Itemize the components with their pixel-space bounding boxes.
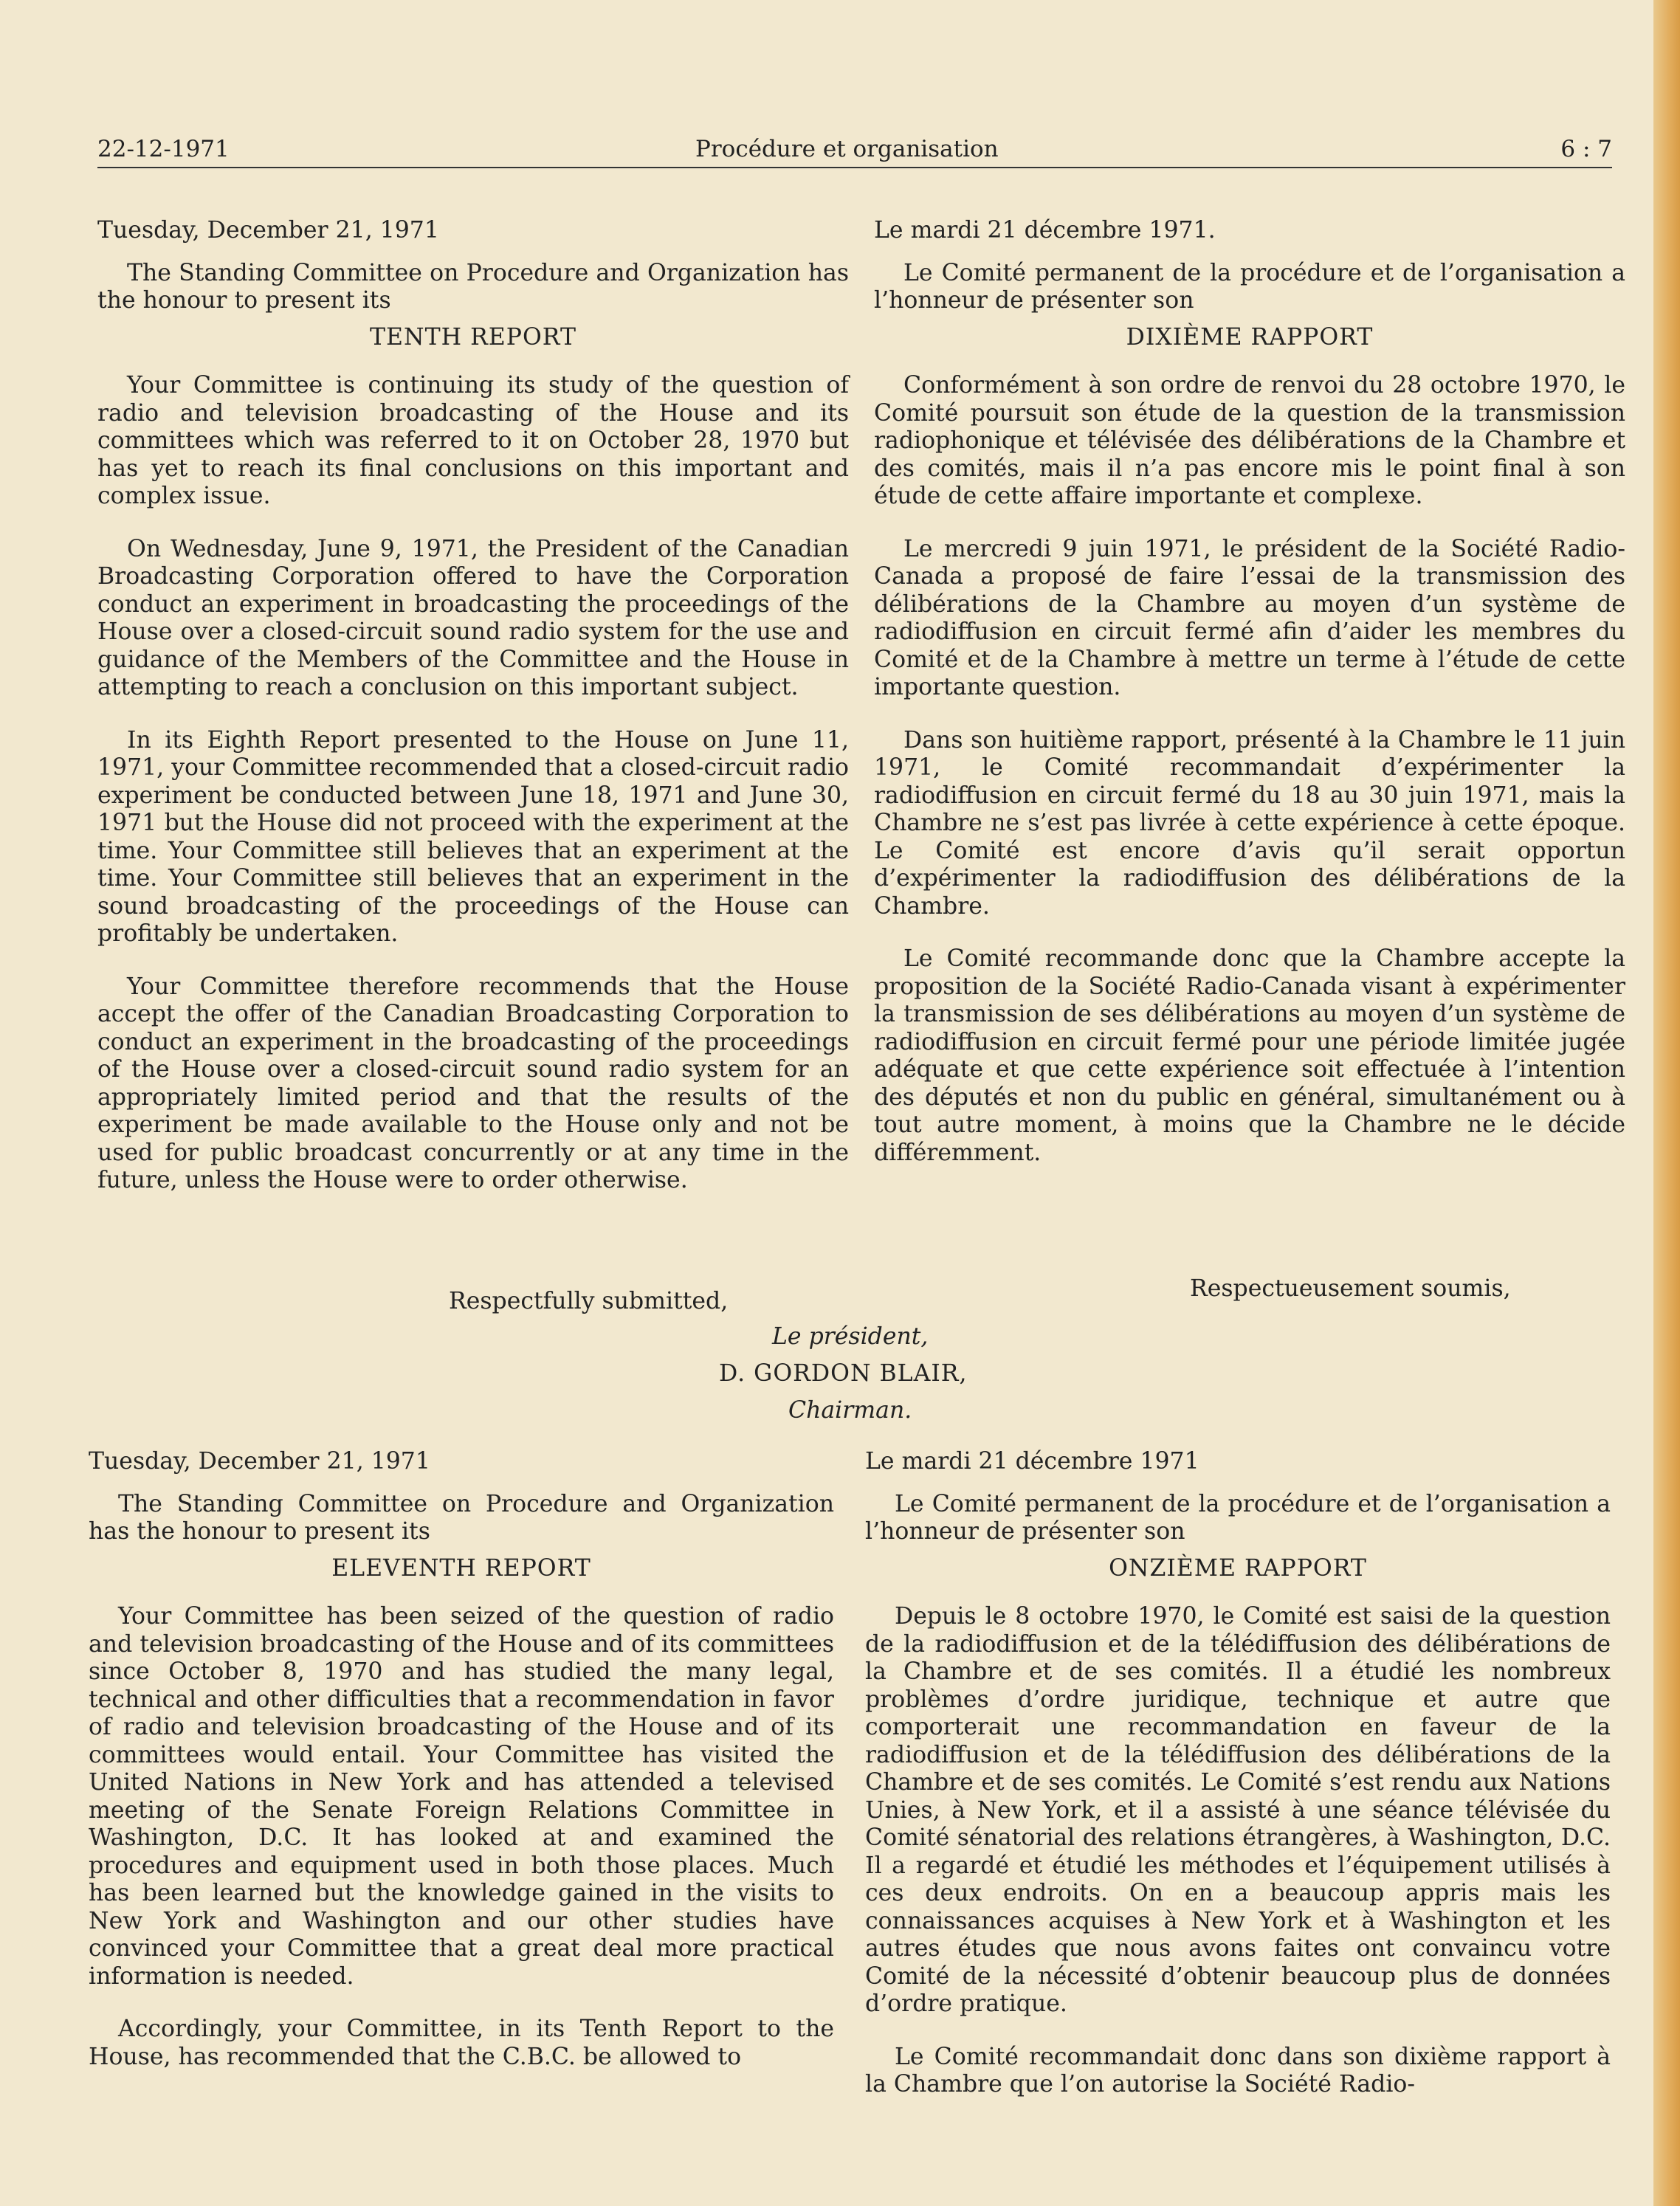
report-paragraph: In its Eighth Report presented to the House on June 11, 1971, your Committee recommended that a closed-circuit radio experiment be conducted between June 18, 1971 and June 30, 1971 but the House did not proceed with the experiment at the time. Your Committee still believes that an experiment at the time. Your Committee still believes that an experiment in the sound broadcasting of the proceedings of the House can profitably be undertaken. xyxy=(97,726,849,947)
report-intro: Le Comité permanent de la procédure et de l’organisation a l’honneur de présenter son xyxy=(865,1490,1611,1545)
report-date: Tuesday, December 21, 1971 xyxy=(97,217,439,244)
page-number: 6 : 7 xyxy=(1560,136,1612,162)
report-paragraph: Your Committee has been seized of the question of radio and television broadcasting of the House and of its committees since October 8, 1970 and has studied the many legal, technical and other difficulties that a recommendation in favor of radio and television broadcasting of the House and of its committees would entail. Your Committee has visited the United Nations in New York and has attended a televised meeting of the Senate Foreign Relations Committee in Washington, D.C. It has looked at and examined the procedures and equipment used in both those places. Much has been learned but the knowledge gained in the visits to New York and Washington and our other studies have convinced your Committee that a great deal more practical information is needed. xyxy=(89,1603,834,1990)
report-intro: Le Comité permanent de la procédure et de l’organisation a l’honneur de présenter son xyxy=(874,259,1625,314)
report-heading: ONZIÈME RAPPORT xyxy=(1109,1554,1367,1582)
eleventh-report-french xyxy=(865,1448,1611,2124)
report-paragraph: Le Comité recommandait donc dans son dixième rapport à la Chambre que l’on autorise la Société Radio- xyxy=(865,2043,1611,2098)
report-intro: The Standing Committee on Procedure and Organization has the honour to present its xyxy=(89,1490,834,1545)
signer-title-french: Le président, xyxy=(772,1323,929,1350)
closing-french: Respectueusement soumis, xyxy=(1190,1275,1511,1302)
eleventh-report-english xyxy=(89,1448,834,2096)
report-date: Le mardi 21 décembre 1971 xyxy=(865,1448,1199,1475)
report-paragraph: Your Committee is continuing its study of the question of radio and television broadcasting of the House and its committees which was referred to it on October 28, 1970 but has yet to reach its final conclusions on this important and complex issue. xyxy=(97,372,849,509)
report-heading: TENTH REPORT xyxy=(370,323,576,351)
signer-name: D. GORDON BLAIR, xyxy=(719,1360,968,1387)
tenth-report-french xyxy=(874,217,1625,1192)
closing-english: Respectfully submitted, xyxy=(449,1288,729,1314)
report-paragraph: Accordingly, your Committee, in its Tenth Report to the House, has recommended that the C.B.C. be allowed to xyxy=(89,2016,834,2070)
report-paragraph: Le Comité recommande donc que la Chambre accepte la proposition de la Société Radio-Canada visant à expérimenter la transmission de ses délibérations au moyen d’un système de radiodiffusion en circuit fermé pour une période limitée jugée adéquate et que cette expérience soit effectuée à l’intention des députés et non du public en général, simultanément ou à tout autre moment, à moins que la Chambre ne le décide différemment. xyxy=(874,945,1625,1166)
report-paragraph: Your Committee therefore recommends that the House accept the offer of the Canadian Broadcasting Corporation to conduct an experiment in the broadcasting of the proceedings of the House over a closed-circuit sound radio system for an appropriately limited period and that the results of the experiment be made available to the House only and not be used for public broadcast concurrently or at any time in the future, unless the House were to order otherwise. xyxy=(97,973,849,1193)
report-paragraph: Conformément à son ordre de renvoi du 28 octobre 1970, le Comité poursuit son étude de la question de la transmission radiophonique et télévisée des délibérations de la Chambre et des comités, mais il n’a pas encore mis le point final à son étude de cette affaire importante et complexe. xyxy=(874,372,1625,509)
report-paragraph: On Wednesday, June 9, 1971, the President of the Canadian Broadcasting Corporation offered to have the Corporation conduct an experiment in broadcasting the proceedings of the House over a closed-circuit sound radio system for the use and guidance of the Members of the Committee and the House in attempting to reach a conclusion on this important subject. xyxy=(97,535,849,700)
report-paragraph: Depuis le 8 octobre 1970, le Comité est saisi de la question de la radiodiffusion et de la télédiffusion des délibérations de la Chambre et de ses comités. Il a étudié les nombreux problèmes d’ordre juridique, technique et autre que comporterait une recommandation en faveur de la radiodiffusion et de la télédiffusion des délibérations de la Chambre et de ses comités. Le Comité s’est rendu aux Nations Unies, à New York, et il a assisté à une séance télévisée du Comité sénatorial des relations étrangères, à Washington, D.C. Il a regardé et étudié les méthodes et l’équipement utilisés à ces deux endroits. On en a beaucoup appris mais les connaissances acquises à New York et à Washington et les autres études que nous avons faites ont convaincu votre Comité de la nécessité d’obtenir beaucoup plus de données d’ordre pratique. xyxy=(865,1603,1611,2017)
report-heading: ELEVENTH REPORT xyxy=(331,1554,591,1582)
header-title: Procédure et organisation xyxy=(695,136,999,162)
report-date: Tuesday, December 21, 1971 xyxy=(89,1448,430,1475)
header-date: 22-12-1971 xyxy=(97,136,230,162)
signer-title-english: Chairman. xyxy=(788,1397,912,1424)
tenth-report-english xyxy=(97,217,849,1220)
report-paragraph: Le mercredi 9 juin 1971, le président de la Société Radio-Canada a proposé de faire l’essai de la transmission des délibérations de la Chambre au moyen d’un système de radiodiffusion en circuit fermé afin d’aider les membres du Comité et de la Chambre à mettre un terme à l’étude de cette importante question. xyxy=(874,535,1625,700)
report-paragraph: Dans son huitième rapport, présenté à la Chambre le 11 juin 1971, le Comité recommandait d’expérimenter la radiodiffusion en circuit fermé du 18 au 30 juin 1971, mais la Chambre ne s’est pas livrée à cette expérience à cette époque. Le Comité est encore d’avis qu’il serait opportun d’expérimenter la radiodiffusion des délibérations de la Chambre. xyxy=(874,726,1625,920)
running-head xyxy=(97,133,1612,168)
report-intro: The Standing Committee on Procedure and Organization has the honour to present its xyxy=(97,259,849,314)
report-date: Le mardi 21 décembre 1971. xyxy=(874,217,1216,244)
report-heading: DIXIÈME RAPPORT xyxy=(1126,323,1374,351)
page-edge xyxy=(1653,0,1680,2206)
